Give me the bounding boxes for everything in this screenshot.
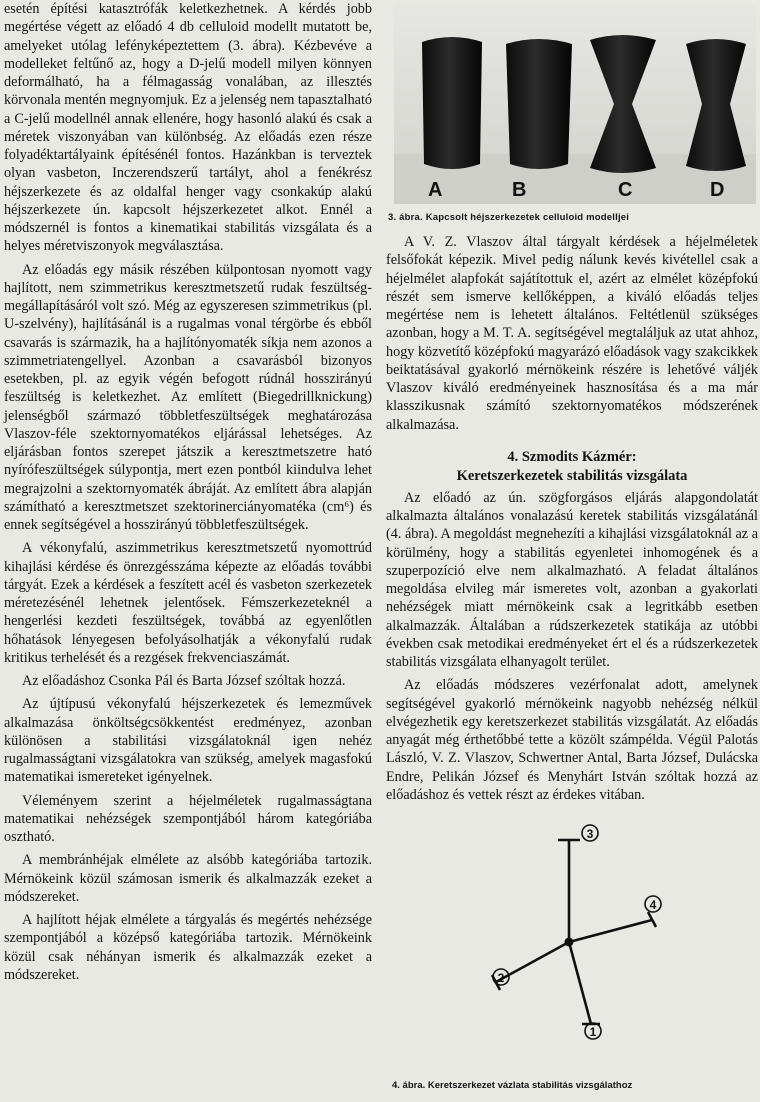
figure4-diagram bbox=[386, 812, 758, 1042]
model-label-d: D bbox=[710, 179, 725, 201]
paragraph: Az előadás módszeres vezérfonalat adott, amelynek segítségével gyakorló mérnökeink nagyobb nehézség nélkül elvégezhetik egy keretszerkezet stabilitás vizsgálatát. Az előadás anyagát még érthetőbbé tette a közölt számpélda. Végül Palotás László, V. Z. Vlaszov, Schwertner Antal, Barta József, Dulácska Endre, Pelikán József és Menyhárt István szóltak hozzá az előadáshoz és vettek részt az érdekes vitában. bbox=[386, 677, 758, 803]
right-column bbox=[386, 0, 758, 1042]
node-label-2: 2 bbox=[497, 971, 505, 985]
paragraph: Az újtípusú vékonyfalú héjszerkezetek és lemezművek alkalmazása önköltségcsökkentést eredményez, azonban különösen a stabilitási vizsgálatoknál igen nehéz rugalmasságtani vizsgálatokra van szükség, amelyek magasfokú matematikai ismereteket igényelnek. bbox=[4, 696, 372, 786]
paragraph: A vékonyfalú, aszimmetrikus keresztmetszetű nyomottrúd kihajlási kérdése és önrezgésszáma képezte az előadás további tárgyát. Ezek a kérdések a feszített acél és vasbeton szerkezetek méretezésénél lehetnek jelentősek. Fémszerkezeteknél a hengerlési kezdeti feszültségek, továbbá az egyenlőtlen hőhatások lényegesen befolyásolhatják a vékonyfalú rudak kritikus terhelését és a rezgések frekvenciaszámát. bbox=[4, 540, 372, 666]
figure4-caption: 4. ábra. Keretszerkezet vázlata stabilitás vizsgálathoz bbox=[392, 1080, 633, 1091]
frame-member-2 bbox=[496, 942, 569, 982]
node-label-1: 1 bbox=[589, 1025, 597, 1039]
node-label-3: 3 bbox=[586, 827, 594, 841]
section-heading-author: 4. Szmodits Kázmér: bbox=[507, 448, 637, 465]
model-b-shape bbox=[506, 39, 572, 169]
figure3-photo bbox=[394, 4, 756, 204]
paragraph: Véleményem szerint a héjelméletek rugalmasságtana matematikai nehézségek szempontjából három kategóriába osztható. bbox=[4, 792, 372, 845]
paragraph: A hajlított héjak elmélete a tárgyalás és megértés nehézsége szempontjából a középső kategóriába tartozik. Mérnökeink közül csak néhányan ismerik és alkalmazzák ezeket a módszereket. bbox=[4, 912, 372, 983]
model-label-a: A bbox=[428, 179, 443, 201]
paragraph: A membránhéjak elmélete az alsóbb kategóriába tartozik. Mérnökeink közül számosan ismerik és alkalmazzák ezeket a módszereket. bbox=[4, 852, 372, 905]
left-column bbox=[4, 0, 372, 984]
paragraph: Az előadó az ún. szögforgásos eljárás alapgondolatát alkalmazta általános vonalazású keretek stabilitás vizsgálatánál (4. ábra). A megoldást megnehezíti a kihajlási vizsgálatoknál az a körülmény, hogy a stabilitás egyenletei inhomogének és a szuperpozíció elve nem alkalmazható. A feladat általános megoldása elvileg már ismeretes volt, azonban a gyakorlati nehézségek miatt mérnökeink csak a legritkább esetben alkalmazzák. Általában a rúdszerkezetek statikája az utóbbi években csak metodikai eredményeket ért el és a rúdszerkezetek stabilitás vizsgálata elhanyagolt terület. bbox=[386, 489, 758, 670]
section-heading bbox=[386, 448, 758, 486]
section-heading-title: Keretszerkezetek stabilitás vizsgálata bbox=[456, 467, 688, 484]
paragraph: esetén építési katasztrófák keletkezhetnek. A kérdés jobb megértése végett az előadó 4 db celluloid modellt mutatott be, amelyeket utólag lefényképeztettem (3. ábra). Kézbevéve a modelleket feltűnő az, hogy a D-jelű modell milyen könnyen deformálható, ha a félmagasság vonalában, az illesztés körvonala mentén megnyomjuk. Ez a jelenség nem tapasztalható a C-jelű modellnél annak ellenére, hogy hasonló alakú és csak a méretek viszonyában van különbség. Az előadás ezen része folyadéktartályaink építésénél fontos. Hazánkban is terveztek olyan vasbeton, Inczerendszerű tartályt, ahol a fenékrész héjszerkezete és az oldalfal henger vagy csonkakúp alakú héjszerkezete ún. kapcsolt héjszerkezetet alkot. Ennél a módszernél is fontos a kinematikai stabilitás vizsgálata és a helyes méretviszonyok megválasztása. bbox=[4, 1, 372, 255]
frame-member-4 bbox=[569, 920, 652, 942]
frame-node bbox=[565, 938, 574, 947]
frame-member-1 bbox=[569, 942, 591, 1024]
model-label-b: B bbox=[512, 179, 527, 201]
paragraph: Az előadáshoz Csonka Pál és Barta József szóltak hozzá. bbox=[22, 673, 346, 689]
model-a-shape bbox=[422, 37, 482, 169]
paragraph: A V. Z. Vlaszov által tárgyalt kérdések a héjelméletek felsőfokát képezik. Mivel pedig nálunk kevés kivétellel csak a héjelmélet alapfokát sajátítottuk el, azért az elmélet középfokú részét sem ismerve kellőképpen, a kiváló előadás teljes megértése nem is lehetett általános. Feltétlenül szükséges azonban, hogy a M. T. A. segítségével megtaláljuk az utat ahhoz, hogy közvetítő középfokú magyarázó előadások vagy szakcikkek beiktatásával gyakorló mérnökeink részére is lehetővé váljék Vlaszov kiváló eredményeinek hasznosítása és a ma már klasszikusnak számító szektornyomatékos módszerének alkalmazása. bbox=[386, 234, 758, 433]
paragraph: Az előadás egy másik részében külpontosan nyomott vagy hajlított, nem szimmetrikus keresztmetszetű rudak feszültség-megállapításáról volt szó. Még az egyszeresen szimmetrikus (pl. U-szelvény), hajlításánál is a rugalmas vonal térgörbe és ebből csavarás is származik, ha a hajlítónyomaték síkja nem azonos a szimmetriatengellyel. Azonban a csavarásból bizonyos esetekben, pl. az egyik végén befogott rúdnál hosszirányú feszültség is keletkezhet. Az említett (Biegedrillknickung) jelenségből származó többletfeszültségek meghatározása Vlaszov-féle szektornyomatékos eljárással lehetséges. Az eljárásban fontos szerepet játszik a keresztmetszetre ható nyírófeszültségek súlypontja, mert ezen pontból kiindulva lehet megrajzolni a szektornyomaték ábráját. Az említett ábra alapján számítható a keresztmetszet szektorinerciányomatéka (cm⁶) és ennek segítségével a hosszirányú többletfeszültségek. bbox=[4, 261, 372, 533]
figure3-caption: 3. ábra. Kapcsolt héjszerkezetek celluloid modelljei bbox=[388, 212, 630, 223]
node-label-4: 4 bbox=[649, 898, 657, 912]
model-label-c: C bbox=[618, 179, 633, 201]
